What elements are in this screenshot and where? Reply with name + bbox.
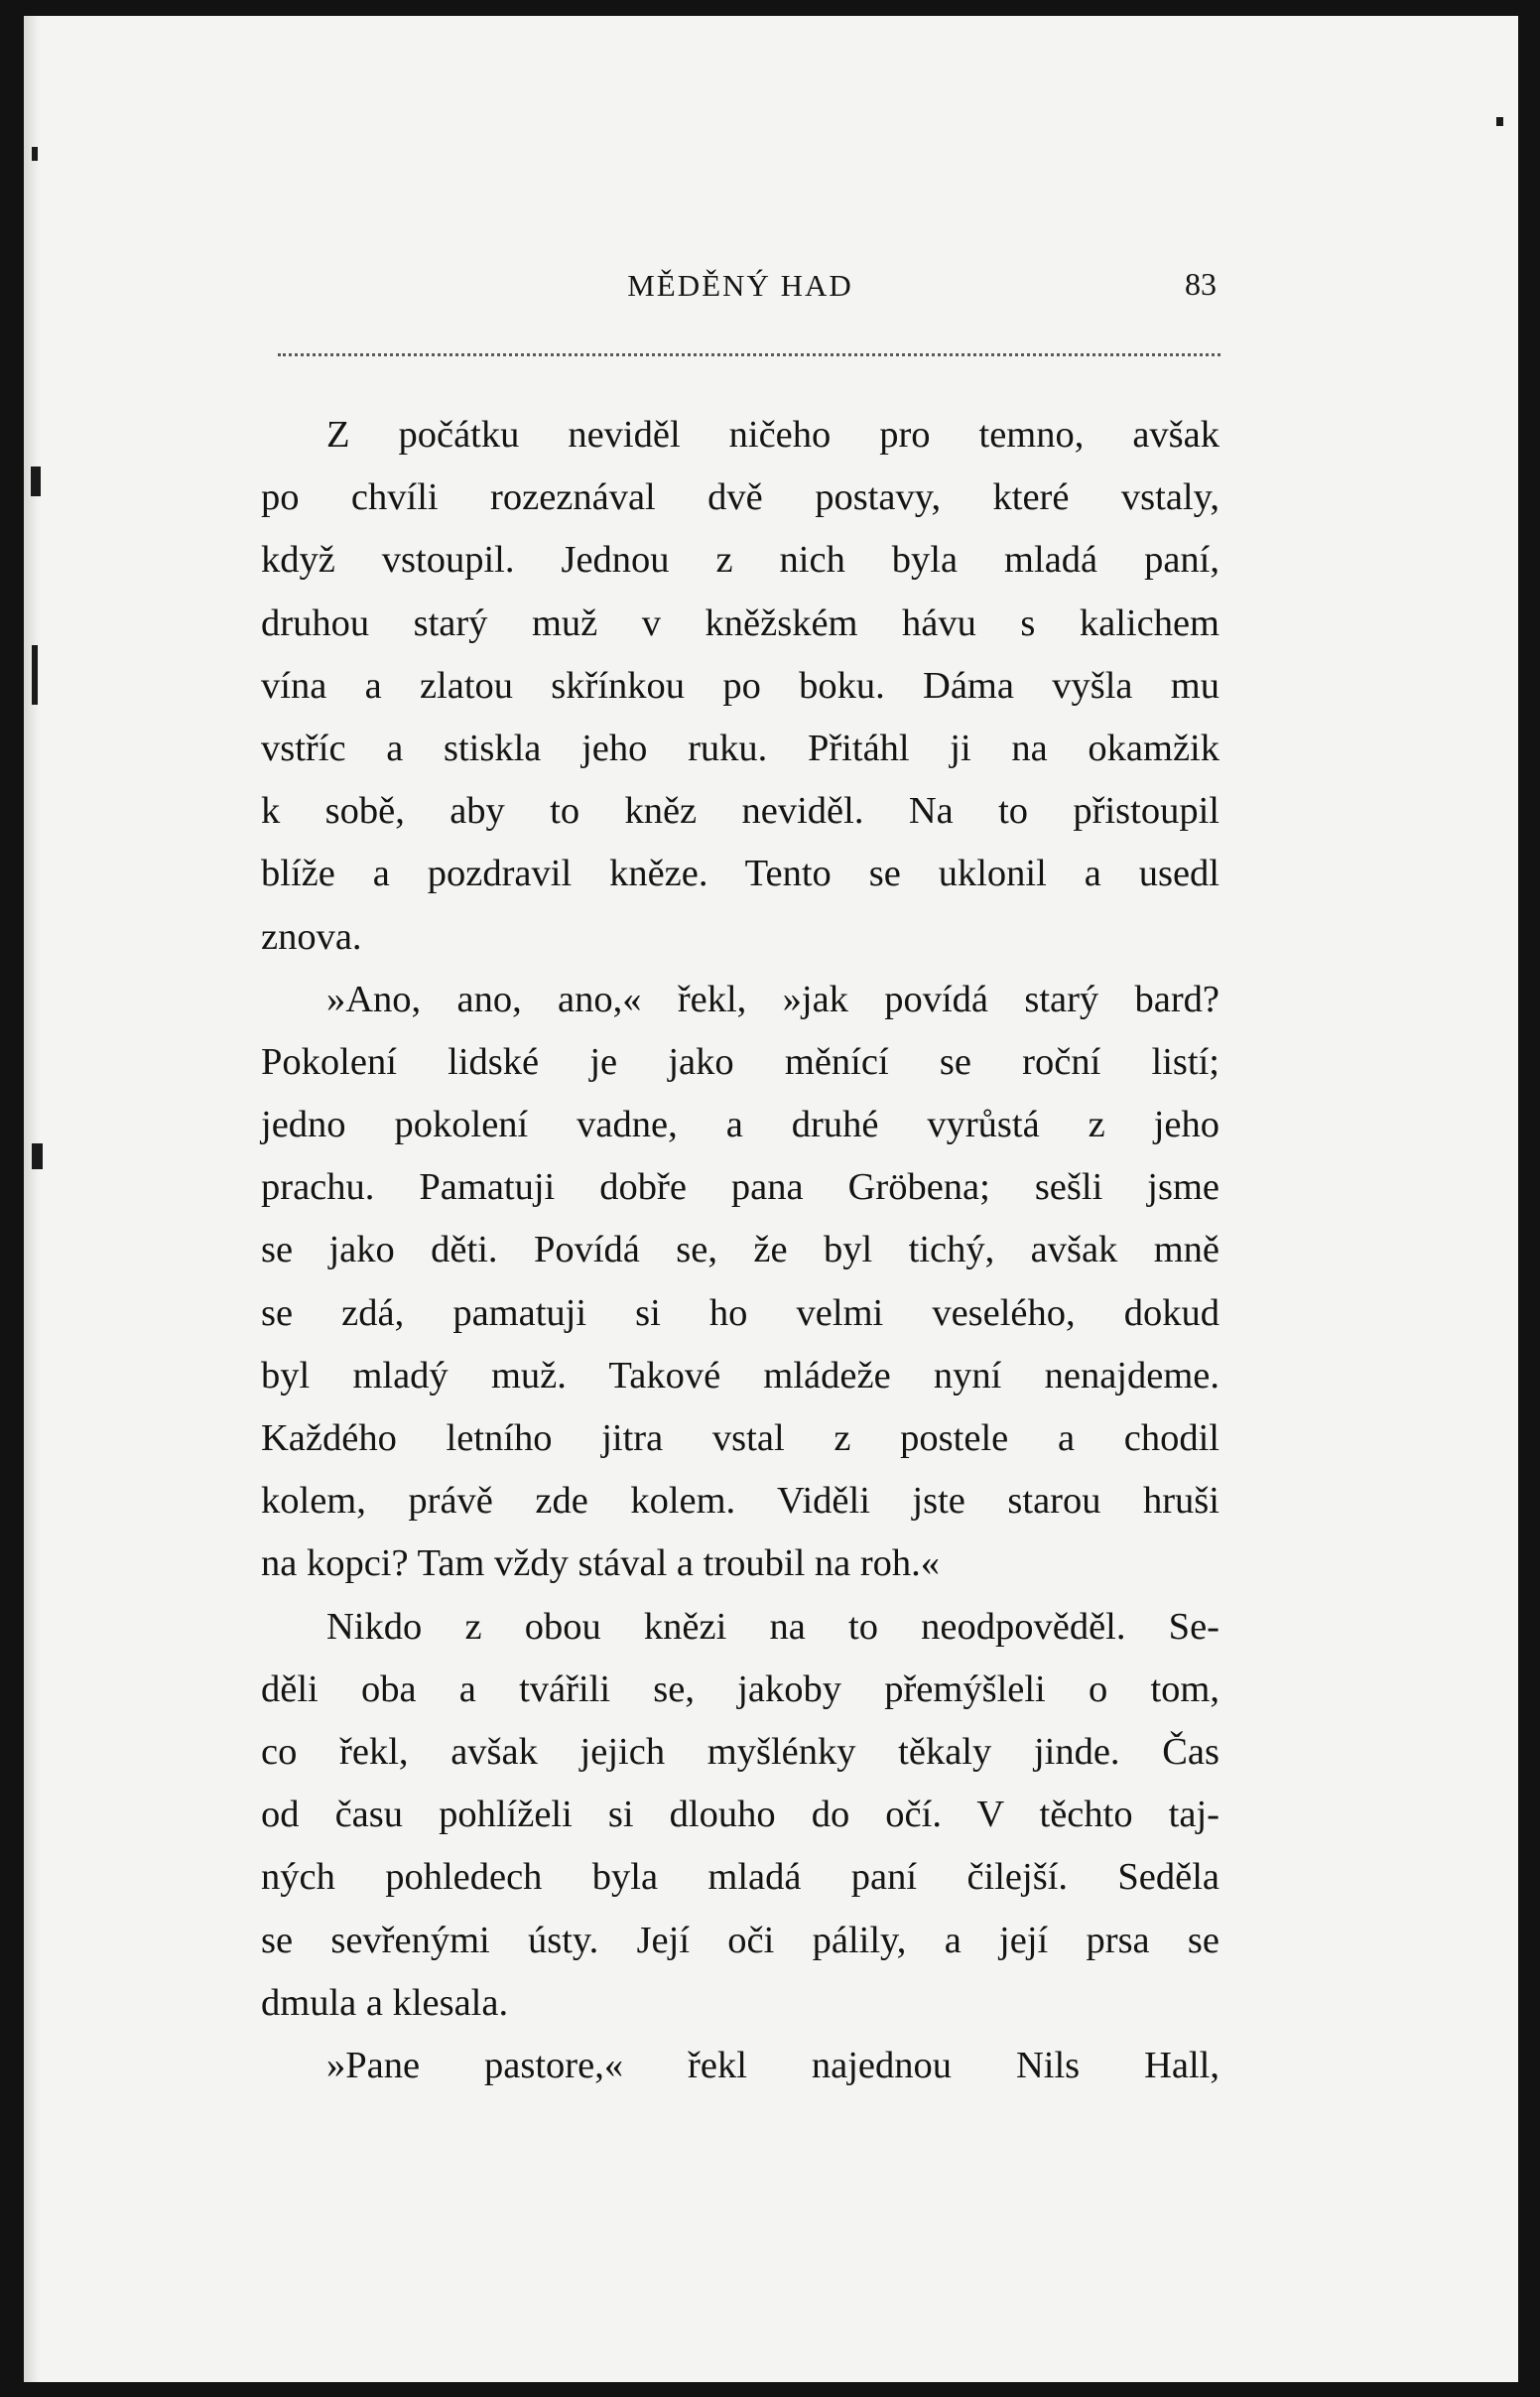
- text-line: dmula a klesala.: [261, 1981, 509, 2024]
- text-line: Nikdo z obou knězi na to neodpověděl. Se-: [326, 1605, 1219, 1648]
- scan-speck: [1496, 117, 1503, 126]
- page-number: 83: [1185, 266, 1217, 302]
- text-line: druhou starý muž v kněžském hávu s kalichem: [261, 601, 1219, 644]
- header-rule: [278, 353, 1220, 356]
- text-line: děli oba a tvářili se, jakoby přemýšleli o tom,: [261, 1667, 1219, 1710]
- text-line: když vstoupil. Jednou z nich byla mladá paní,: [261, 539, 1219, 582]
- scan-speck: [31, 466, 41, 496]
- page-header: [264, 262, 1217, 312]
- text-line: na kopci? Tam vždy stával a troubil na roh.«: [261, 1542, 941, 1585]
- text-line: po chvíli rozeznával dvě postavy, které vstaly,: [261, 476, 1219, 519]
- text-line: vína a zlatou skřínkou po boku. Dáma vyšla mu: [261, 664, 1219, 707]
- binding-edge: [24, 16, 40, 2382]
- text-line: »Pane pastore,« řekl najednou Nils Hall,: [326, 2044, 1219, 2086]
- text-line: k sobě, aby to kněz neviděl. Na to přistoupil: [261, 790, 1219, 833]
- text-line: byl mladý muž. Takové mládeže nyní nenajdeme.: [261, 1354, 1219, 1397]
- body-text: [261, 404, 1219, 2097]
- running-head: MĚDĚNÝ HAD: [627, 268, 853, 303]
- text-line: co řekl, avšak jejich myšlénky těkaly jinde. Čas: [261, 1730, 1219, 1773]
- text-line: Pokolení lidské je jako měnící se roční listí;: [261, 1040, 1219, 1083]
- text-line: se jako děti. Povídá se, že byl tichý, avšak mně: [261, 1229, 1219, 1271]
- scan-speck: [32, 1143, 43, 1169]
- text-line: »Ano, ano, ano,« řekl, »jak povídá starý bard?: [326, 978, 1219, 1020]
- text-line: Z počátku neviděl ničeho pro temno, avšak: [326, 414, 1219, 456]
- text-line: jedno pokolení vadne, a druhé vyrůstá z jeho: [261, 1104, 1219, 1146]
- text-line: od času pohlíželi si dlouho do očí. V těchto taj-: [261, 1794, 1219, 1836]
- text-line: vstříc a stiskla jeho ruku. Přitáhl ji na okamžik: [261, 727, 1219, 769]
- text-line: se sevřenými ústy. Její oči pálily, a její prsa se: [261, 1919, 1219, 1961]
- text-line: kolem, právě zde kolem. Viděli jste starou hruši: [261, 1480, 1219, 1523]
- text-line: ných pohledech byla mladá paní čilejší. Seděla: [261, 1856, 1219, 1899]
- text-line: se zdá, pamatuji si ho velmi veselého, dokud: [261, 1291, 1219, 1334]
- scan-speck: [32, 645, 38, 705]
- text-line: prachu. Pamatuji dobře pana Gröbena; sešli jsme: [261, 1166, 1219, 1209]
- text-line: znova.: [261, 915, 362, 958]
- text-line: Každého letního jitra vstal z postele a chodil: [261, 1417, 1219, 1459]
- scan-speck: [32, 147, 38, 161]
- text-line: blíže a pozdravil kněze. Tento se uklonil a usedl: [261, 853, 1219, 895]
